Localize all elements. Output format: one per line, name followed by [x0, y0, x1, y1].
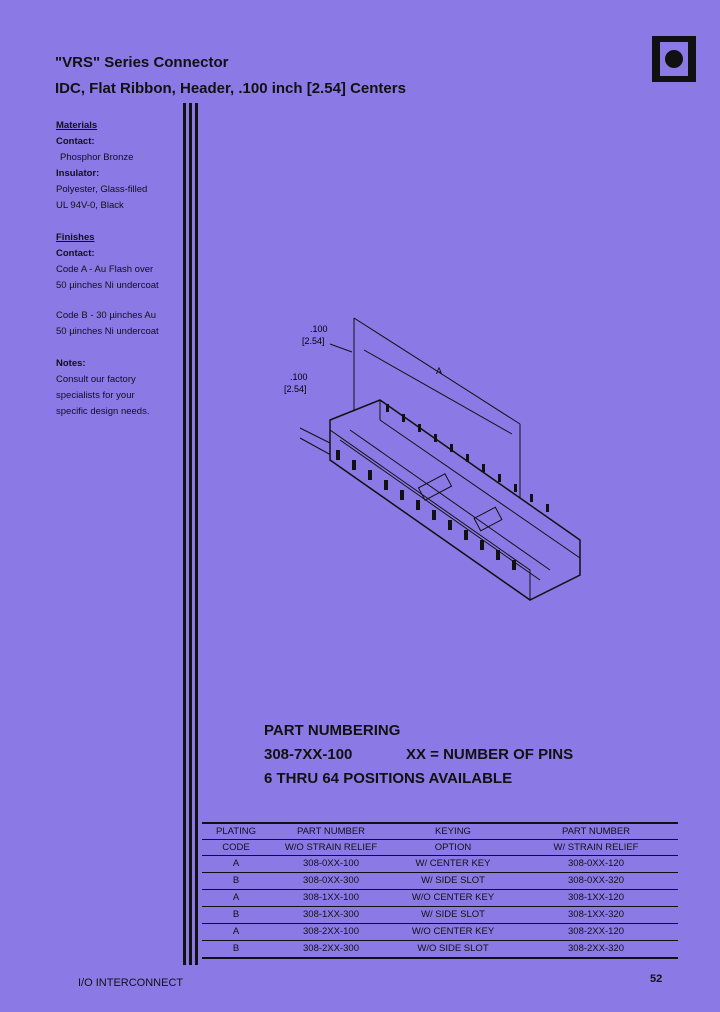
table-header-row	[202, 840, 678, 856]
table-cell: 308-2XX-300	[270, 941, 392, 959]
table-header-row	[202, 823, 678, 840]
dim-2-metric: [2.54]	[284, 384, 307, 394]
code-b-section	[56, 308, 159, 340]
code-b-line-1: Code B - 30 µinches Au	[56, 310, 157, 321]
contact-value: Phosphor Bronze	[60, 152, 134, 163]
materials-heading: Materials	[56, 120, 98, 131]
table-cell: 308-2XX-320	[514, 941, 678, 959]
table-cell: W/O CENTER KEY	[392, 890, 514, 907]
positions-note: 6 THRU 64 POSITIONS AVAILABLE	[264, 770, 513, 787]
divider-bar	[183, 103, 186, 965]
table-cell: 308-0XX-120	[514, 856, 678, 873]
xx-note: XX = NUMBER OF PINS	[406, 746, 574, 763]
finish-contact-label: Contact:	[56, 248, 95, 259]
insulator-line-2: UL 94V-0, Black	[56, 200, 124, 211]
finishes-heading: Finishes	[56, 232, 95, 243]
table-cell: 308-1XX-100	[270, 890, 392, 907]
table-header-cell: KEYING	[392, 823, 514, 840]
connector-drawing	[280, 300, 600, 620]
table-cell: 308-0XX-300	[270, 873, 392, 890]
table-row	[202, 924, 678, 941]
part-numbering-title: PART NUMBERING	[264, 722, 401, 739]
table-cell: 308-1XX-120	[514, 890, 678, 907]
footer-section-label: I/O INTERCONNECT	[78, 977, 184, 989]
table-cell: A	[202, 924, 270, 941]
insulator-label: Insulator:	[56, 168, 100, 179]
table-header-cell: PART NUMBER	[270, 823, 392, 840]
notes-line-2: specialists for your	[56, 390, 135, 401]
table-cell: W/ CENTER KEY	[392, 856, 514, 873]
part-number-table	[202, 822, 678, 959]
table-cell: W/O SIDE SLOT	[392, 941, 514, 959]
dim-2-value: .100	[290, 372, 308, 382]
divider-bar	[189, 103, 192, 965]
table-cell: 308-2XX-100	[270, 924, 392, 941]
finishes-section	[56, 230, 159, 294]
notes-section	[56, 356, 149, 420]
page-number: 52	[650, 973, 663, 985]
dim-a-label: A	[436, 366, 443, 376]
table-cell: B	[202, 873, 270, 890]
table-header-cell: W/ STRAIN RELIEF	[514, 840, 678, 856]
table-cell: B	[202, 941, 270, 959]
insulator-line-1: Polyester, Glass-filled	[56, 184, 148, 195]
part-number-pattern: 308-7XX-100	[264, 746, 353, 763]
table-header-cell: CODE	[202, 840, 270, 856]
dim-1-metric: [2.54]	[302, 336, 325, 346]
table-row	[202, 907, 678, 924]
table-cell: 308-1XX-300	[270, 907, 392, 924]
table-cell: W/O CENTER KEY	[392, 924, 514, 941]
table-row	[202, 856, 678, 873]
divider-bar	[195, 103, 198, 965]
table-header-cell: PLATING	[202, 823, 270, 840]
notes-line-1: Consult our factory	[56, 374, 136, 385]
table-header-cell: PART NUMBER	[514, 823, 678, 840]
table-row	[202, 941, 678, 959]
table-row	[202, 873, 678, 890]
table-cell: W/ SIDE SLOT	[392, 907, 514, 924]
table-row	[202, 890, 678, 907]
notes-heading: Notes:	[56, 358, 86, 369]
table-cell: 308-2XX-120	[514, 924, 678, 941]
table-cell: B	[202, 907, 270, 924]
table-cell: A	[202, 856, 270, 873]
code-b-line-2: 50 µinches Ni undercoat	[56, 326, 159, 337]
contact-label: Contact:	[56, 136, 95, 147]
dim-1-value: .100	[310, 324, 328, 334]
document-subtitle: IDC, Flat Ribbon, Header, .100 inch [2.54] Centers	[55, 80, 406, 97]
table-header-cell: W/O STRAIN RELIEF	[270, 840, 392, 856]
notes-line-3: specific design needs.	[56, 406, 150, 417]
document-title: "VRS" Series Connector	[55, 54, 229, 71]
table-cell: 308-1XX-320	[514, 907, 678, 924]
table-cell: 308-0XX-320	[514, 873, 678, 890]
materials-section	[56, 118, 147, 214]
table-header-cell: OPTION	[392, 840, 514, 856]
company-logo-icon	[652, 36, 696, 82]
table-cell: A	[202, 890, 270, 907]
table-cell: 308-0XX-100	[270, 856, 392, 873]
table-cell: W/ SIDE SLOT	[392, 873, 514, 890]
code-a-line-2: 50 µinches Ni undercoat	[56, 280, 159, 291]
code-a-line-1: Code A - Au Flash over	[56, 264, 154, 275]
